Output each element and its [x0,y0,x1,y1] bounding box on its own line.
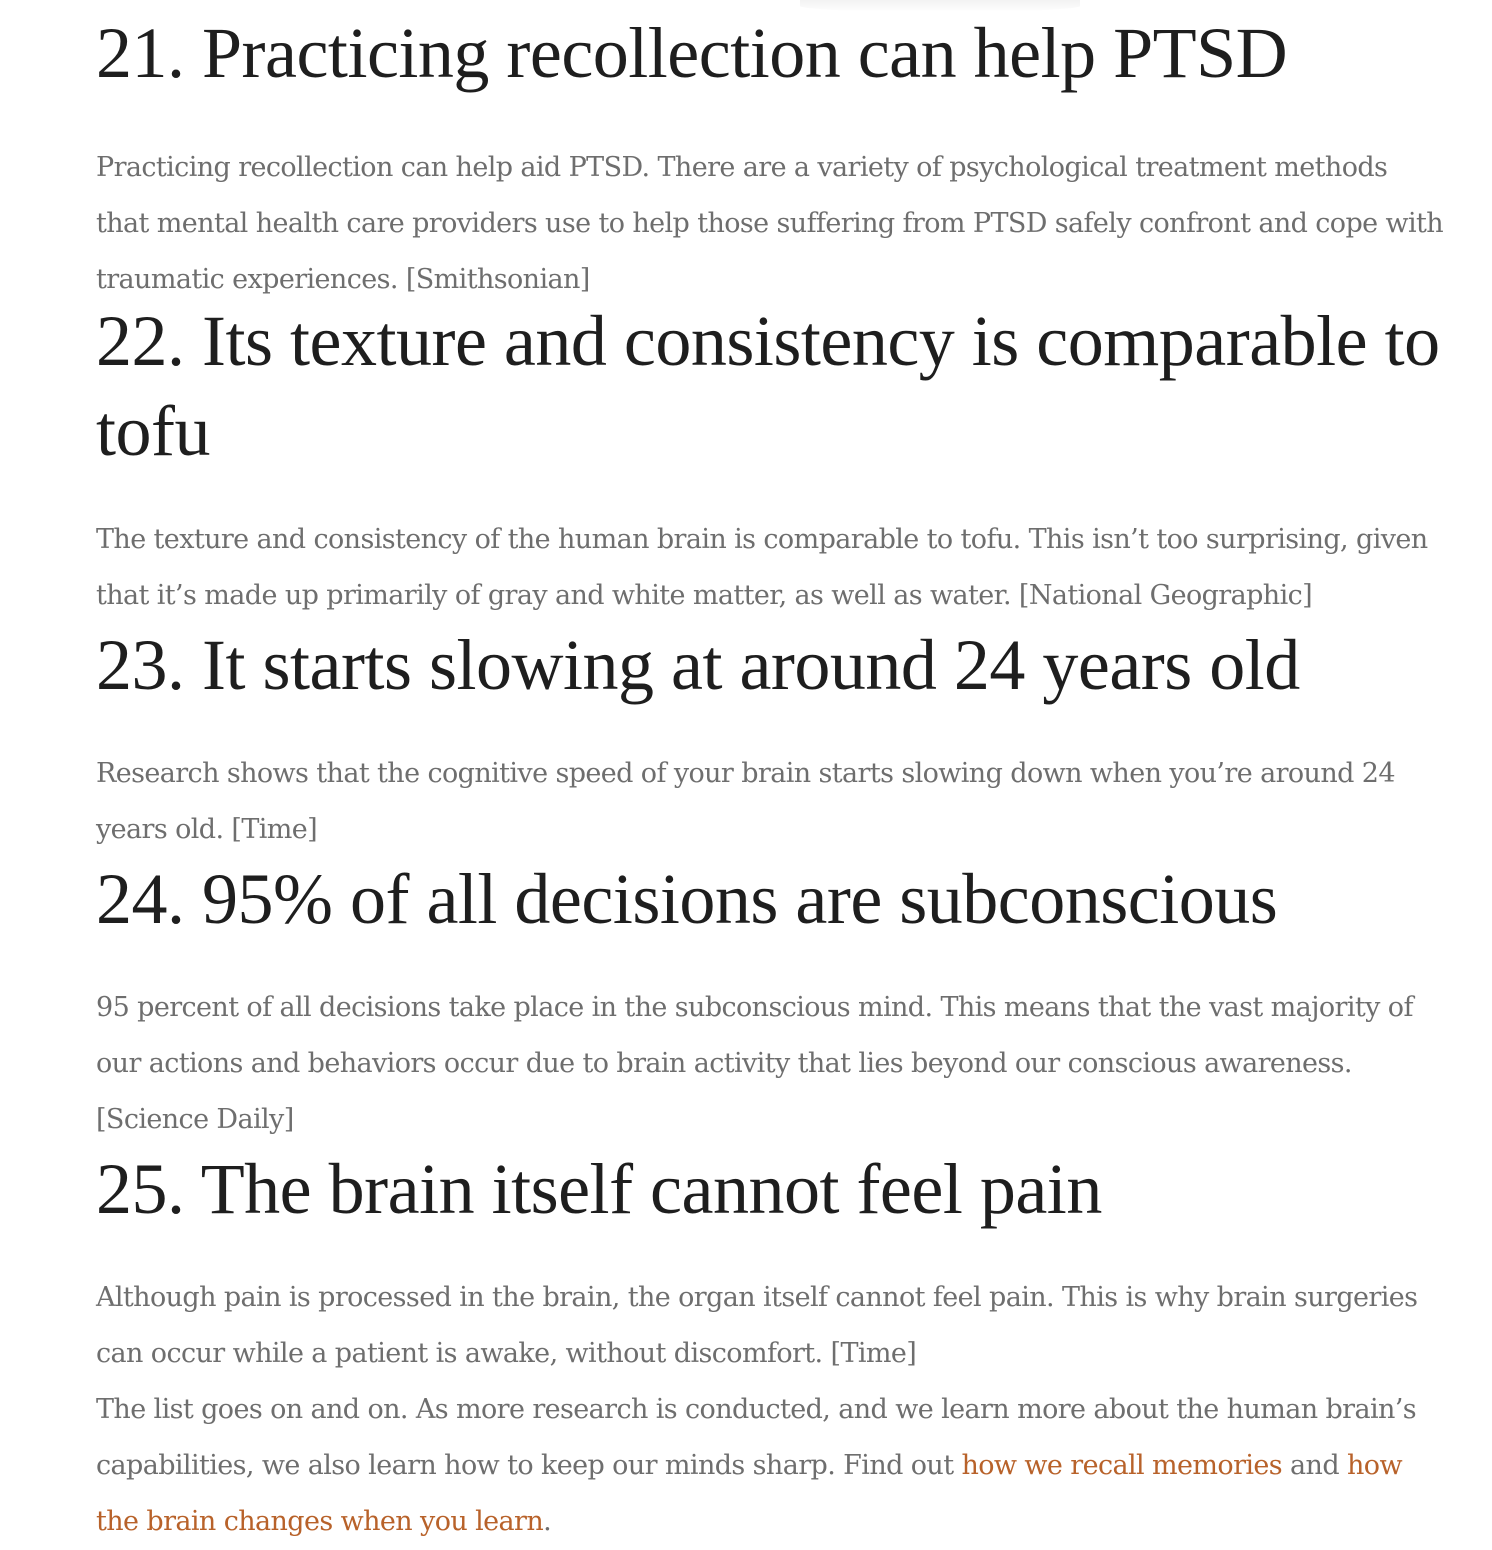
closing-paragraph [96,1382,1446,1550]
fact-body: 95 percent of all decisions take place in the subconscious mind. This means that the vast majority of our actions and behaviors occur due to brain activity that lies beyond our conscious awareness. [Science Daily] [96,992,1413,1135]
fact-body: Practicing recollection can help aid PTSD. There are a variety of psychological treatment methods that mental health care providers use to help those suffering from PTSD safely confront and cope with traumatic experiences. [Smithsonian] [96,152,1444,295]
fact-25 [96,1144,1446,1550]
fact-24 [96,854,1446,1148]
recall-memories-link[interactable]: how we recall memories [961,1450,1283,1481]
fact-23 [96,620,1446,858]
fact-body: Although pain is processed in the brain, the organ itself cannot feel pain. This is why brain surgeries can occur while a patient is awake, without discomfort. [Time] [96,1282,1418,1369]
fact-body: Research shows that the cognitive speed of your brain starts slowing down when you’re around 24 years old. [Time] [96,758,1395,845]
closing-text-middle: and [1282,1450,1347,1481]
fact-body: The texture and consistency of the human brain is comparable to tofu. This isn’t too surprising, given that it’s made up primarily of gray and white matter, as well as water. [National Geographic] [96,524,1428,611]
brain-changes-link[interactable]: how the brain changes when you learn [96,1450,1402,1537]
fact-21 [96,8,1446,308]
fact-heading: 24. 95% of all decisions are subconscious [96,859,1278,939]
closing-text-end: . [543,1506,552,1537]
fact-heading: 22. Its texture and consistency is comparable to tofu [96,301,1440,471]
fact-heading: 25. The brain itself cannot feel pain [96,1149,1102,1229]
closing-text: The list goes on and on. As more research is conducted, and we learn more about the human brain’s capabilities, we also learn how to keep our minds sharp. Find out [96,1394,1417,1481]
fact-22 [96,296,1446,624]
fact-heading: 23. It starts slowing at around 24 years old [96,625,1300,705]
fact-heading: 21. Practicing recollection can help PTSD [96,13,1288,93]
